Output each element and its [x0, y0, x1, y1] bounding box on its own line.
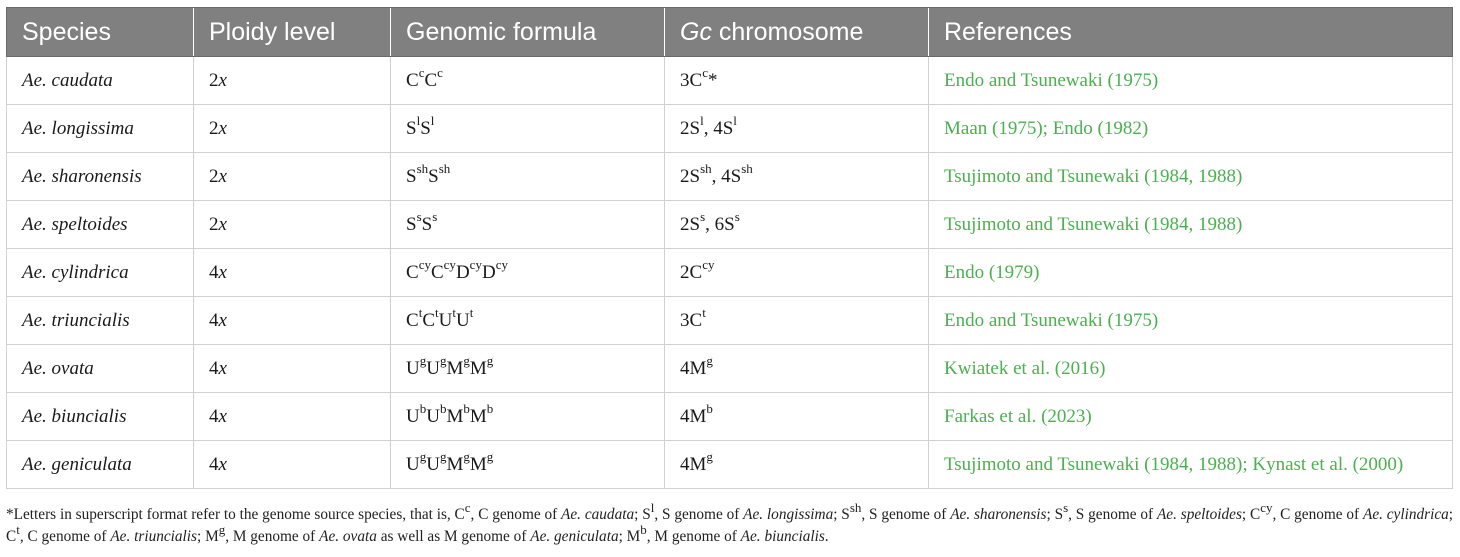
footnote-species-name: Ae. triuncialis [110, 528, 198, 545]
gc-chromosome-cell-superscript: l [700, 113, 704, 129]
ploidy-x: x [218, 453, 227, 475]
references-link[interactable]: Endo and Tsunewaki (1975) [929, 297, 1453, 345]
genomic-formula-cell-base: C [430, 261, 444, 283]
gc-chromosome-cell-base: 3C [680, 69, 703, 91]
header-references: References [929, 8, 1453, 57]
gc-chromosome-cell [665, 57, 929, 105]
genomic-formula-cell-base: U [406, 453, 420, 475]
genomic-formula-cell-superscript: l [430, 113, 435, 129]
footnote-superscript: t [16, 521, 20, 537]
gc-chromosome-cell [665, 105, 929, 153]
genomic-formula-cell-superscript: b [439, 401, 447, 417]
genomic-formula-cell [391, 201, 665, 249]
genomic-formula-cell [391, 441, 665, 489]
genomic-formula-cell-base: C [422, 309, 435, 331]
footnote-species-name: Ae. longissima [743, 506, 834, 523]
genomic-formula-cell-superscript: g [463, 353, 470, 369]
table-row [7, 105, 1453, 153]
genomic-formula-cell-base: M [469, 405, 487, 427]
genomic-formula-cell [391, 57, 665, 105]
species-cell: Ae. longissima [7, 105, 194, 153]
ploidy-number: 4 [209, 357, 219, 379]
genomic-formula-cell-base: S [406, 117, 417, 139]
gc-chromosome-cell-base: 2C [680, 261, 703, 283]
genomic-formula-cell-superscript: t [452, 305, 456, 321]
genomic-formula-cell-base: D [481, 261, 496, 283]
header-genomic-formula: Genomic formula [391, 8, 665, 57]
genomic-formula-cell-base: C [406, 69, 419, 91]
genomic-formula-cell-superscript: cy [495, 257, 508, 273]
gc-chromosome-table [6, 7, 1453, 489]
gc-chromosome-cell-superscript: sh [741, 161, 753, 177]
gc-chromosome-cell-superscript: g [706, 449, 713, 465]
table-row [7, 57, 1453, 105]
footnote-species-name: Ae. ovata [319, 528, 377, 545]
table-body [7, 57, 1453, 489]
gc-chromosome-cell-base: , 4S [711, 165, 742, 187]
genomic-formula-cell-base: S [421, 213, 433, 235]
genomic-formula-cell-superscript: g [486, 449, 494, 465]
genomic-formula-cell-superscript: g [439, 449, 447, 465]
genomic-formula-cell-base: M [446, 405, 464, 427]
species-cell: Ae. caudata [7, 57, 194, 105]
footnote-species-name: Ae. biuncialis [740, 528, 825, 545]
species-cell: Ae. speltoides [7, 201, 194, 249]
footnote-text: , S genome of [654, 506, 744, 523]
genomic-formula-cell-base: U [406, 405, 420, 427]
genomic-formula-cell-base: C [406, 309, 419, 331]
references-link[interactable]: Kwiatek et al. (2016) [929, 345, 1453, 393]
ploidy-cell [194, 297, 391, 345]
genomic-formula-cell-base: D [455, 261, 470, 283]
footnote-superscript: s [1063, 499, 1069, 515]
footnote-species-name: Ae. caudata [561, 506, 635, 523]
references-link[interactable]: Tsujimoto and Tsunewaki (1984, 1988); Kynast et al. (2000) [929, 441, 1453, 489]
ploidy-x: x [218, 69, 227, 91]
genomic-formula-cell [391, 345, 665, 393]
ploidy-number: 2 [209, 117, 219, 139]
header-gc-italic: Gc [680, 17, 712, 46]
ploidy-cell [194, 105, 391, 153]
references-link[interactable]: Tsujimoto and Tsunewaki (1984, 1988) [929, 153, 1453, 201]
genomic-formula-cell-base: M [469, 453, 487, 475]
ploidy-number: 4 [209, 453, 219, 475]
genomic-formula-cell-base: M [469, 357, 487, 379]
genomic-formula-cell-base: S [406, 213, 417, 235]
genomic-formula-cell-superscript: t [469, 305, 474, 321]
species-cell: Ae. ovata [7, 345, 194, 393]
genomic-formula-cell-superscript: b [463, 401, 470, 417]
header-species: Species [7, 8, 194, 57]
genomic-formula-cell-base: U [455, 309, 470, 331]
genomic-formula-cell-superscript: t [435, 305, 439, 321]
table-row [7, 153, 1453, 201]
footnote-text: *Letters in superscript format refer to the genome source species, that is, C [6, 506, 465, 523]
footnote-text: , C genome of [470, 506, 562, 523]
ploidy-cell [194, 57, 391, 105]
gc-chromosome-cell-superscript: b [706, 401, 713, 417]
ploidy-x: x [218, 357, 227, 379]
gc-chromosome-cell-superscript: cy [702, 257, 715, 273]
footnote-species-name: Ae. geniculata [530, 528, 619, 545]
ploidy-x: x [218, 405, 227, 427]
header-gc-chromosome [665, 8, 929, 57]
ploidy-number: 2 [209, 69, 219, 91]
gc-chromosome-cell-superscript: l [733, 113, 737, 129]
ploidy-number: 4 [209, 309, 219, 331]
genomic-formula-cell-base: S [428, 165, 439, 187]
gc-chromosome-cell [665, 297, 929, 345]
footnote-text: , C genome of [19, 528, 111, 545]
ploidy-number: 4 [209, 405, 219, 427]
footnote-superscript: cy [1260, 499, 1273, 515]
header-ploidy-level: Ploidy level [194, 8, 391, 57]
species-cell: Ae. sharonensis [7, 153, 194, 201]
footnote-superscript: b [640, 521, 647, 537]
footnote-superscript: l [650, 499, 655, 515]
genomic-formula-cell-base: C [406, 261, 419, 283]
gc-chromosome-cell-base: 2S [680, 165, 701, 187]
genomic-formula-cell-superscript: b [419, 401, 427, 417]
gc-chromosome-cell-base: 4M [680, 405, 707, 427]
footnote-text: . [824, 528, 829, 545]
footnote-species-name: Ae. cylindrica [1362, 506, 1449, 523]
table-row [7, 441, 1453, 489]
genomic-formula-cell-superscript: b [486, 401, 494, 417]
footnote-text: ; C [6, 506, 1454, 545]
references-link[interactable]: Tsujimoto and Tsunewaki (1984, 1988) [929, 201, 1453, 249]
genomic-formula-cell [391, 297, 665, 345]
species-cell: Ae. triuncialis [7, 297, 194, 345]
table-header-row [7, 8, 1453, 57]
ploidy-x: x [218, 165, 227, 187]
genomic-formula-cell-superscript: s [432, 209, 438, 225]
gc-chromosome-cell-base: , 4S [703, 117, 734, 139]
references-link[interactable]: Endo and Tsunewaki (1975) [929, 57, 1453, 105]
genomic-formula-cell-base: S [406, 165, 417, 187]
footnote-text: ; C [1241, 506, 1261, 523]
genomic-formula-cell-superscript: l [416, 113, 421, 129]
footnote-species-name: Ae. speltoides [1156, 506, 1242, 523]
gc-chromosome-cell-superscript: sh [700, 161, 712, 177]
genomic-formula-cell [391, 393, 665, 441]
footnote-text: ; S [1046, 506, 1064, 523]
table-row [7, 249, 1453, 297]
references-link[interactable]: Farkas et al. (2023) [929, 393, 1453, 441]
gc-chromosome-table-container [6, 7, 1452, 489]
gc-chromosome-cell-base: 4M [680, 453, 707, 475]
footnote-superscript: c [464, 499, 471, 515]
genomic-formula-cell-superscript: sh [416, 161, 429, 177]
footnote-superscript: g [218, 521, 226, 537]
gc-chromosome-cell-superscript: t [702, 305, 706, 321]
ploidy-number: 2 [209, 213, 219, 235]
footnote-text: , C genome of [1272, 506, 1363, 523]
genomic-formula-cell-base: U [438, 309, 453, 331]
genomic-formula-cell-superscript: c [418, 65, 425, 81]
gc-chromosome-cell [665, 201, 929, 249]
gc-chromosome-cell-base: 4M [680, 357, 707, 379]
genomic-formula-cell-base: U [406, 357, 420, 379]
genomic-formula-cell-superscript: c [437, 65, 443, 81]
gc-chromosome-cell [665, 441, 929, 489]
gc-chromosome-cell-superscript: g [706, 353, 713, 369]
genomic-formula-cell [391, 249, 665, 297]
table-row [7, 345, 1453, 393]
genomic-formula-cell-superscript: t [418, 305, 423, 321]
genomic-formula-cell-base: U [426, 453, 440, 475]
gc-chromosome-cell-superscript: s [734, 209, 740, 225]
footnote-text: , M genome of [646, 528, 741, 545]
species-cell: Ae. cylindrica [7, 249, 194, 297]
footnote-superscript: sh [849, 499, 862, 515]
ploidy-cell [194, 345, 391, 393]
genomic-formula-cell-superscript: cy [443, 257, 456, 273]
gc-chromosome-cell-base: 2S [680, 117, 701, 139]
genomic-formula-cell-superscript: cy [418, 257, 431, 273]
table-footnote [6, 499, 1456, 548]
footnote-text: as well as M genome of [376, 528, 531, 545]
genomic-formula-cell-base: C [424, 69, 438, 91]
genomic-formula-cell-superscript: cy [469, 257, 482, 273]
genomic-formula-cell-base: U [426, 357, 440, 379]
ploidy-x: x [218, 309, 227, 331]
footnote-text: ; S [833, 506, 850, 523]
genomic-formula-cell-superscript: sh [438, 161, 451, 177]
ploidy-cell [194, 153, 391, 201]
footnote-text: , S genome of [1068, 506, 1157, 523]
gc-chromosome-cell-base: 3C [680, 309, 703, 331]
gc-chromosome-cell [665, 393, 929, 441]
genomic-formula-cell-base: S [420, 117, 431, 139]
ploidy-cell [194, 441, 391, 489]
genomic-formula-cell [391, 153, 665, 201]
species-cell: Ae. geniculata [7, 441, 194, 489]
footnote-species-name: Ae. sharonensis [950, 506, 1047, 523]
table-row [7, 393, 1453, 441]
gc-chromosome-cell [665, 153, 929, 201]
ploidy-cell [194, 393, 391, 441]
table-row [7, 201, 1453, 249]
header-gc-suffix: chromosome [711, 17, 864, 46]
genomic-formula-cell-base: U [426, 405, 440, 427]
genomic-formula-cell-base: M [446, 357, 464, 379]
ploidy-number: 4 [209, 261, 219, 283]
genomic-formula-cell [391, 105, 665, 153]
references-link[interactable]: Maan (1975); Endo (1982) [929, 105, 1453, 153]
ploidy-cell [194, 249, 391, 297]
gc-chromosome-cell-base: * [707, 69, 718, 91]
gc-chromosome-cell-base: , 6S [705, 213, 735, 235]
footnote-text: ; M [618, 528, 641, 545]
footnote-text: ; M [197, 528, 219, 545]
species-cell: Ae. biuncialis [7, 393, 194, 441]
genomic-formula-cell-superscript: g [419, 449, 427, 465]
genomic-formula-cell-superscript: g [463, 449, 470, 465]
footnote-text: ; S [634, 506, 651, 523]
references-link[interactable]: Endo (1979) [929, 249, 1453, 297]
genomic-formula-cell-superscript: s [416, 209, 422, 225]
genomic-formula-cell-superscript: g [419, 353, 427, 369]
gc-chromosome-cell-superscript: c [702, 65, 708, 81]
gc-chromosome-cell [665, 345, 929, 393]
ploidy-number: 2 [209, 165, 219, 187]
ploidy-cell [194, 201, 391, 249]
table-row [7, 297, 1453, 345]
gc-chromosome-cell-superscript: s [700, 209, 706, 225]
ploidy-x: x [218, 117, 227, 139]
genomic-formula-cell-base: M [446, 453, 464, 475]
genomic-formula-cell-superscript: g [486, 353, 494, 369]
gc-chromosome-cell-base: 2S [680, 213, 701, 235]
genomic-formula-cell-superscript: g [439, 353, 447, 369]
ploidy-x: x [218, 261, 227, 283]
ploidy-x: x [218, 213, 227, 235]
footnote-text: , S genome of [861, 506, 951, 523]
gc-chromosome-cell [665, 249, 929, 297]
footnote-text: , M genome of [225, 528, 320, 545]
